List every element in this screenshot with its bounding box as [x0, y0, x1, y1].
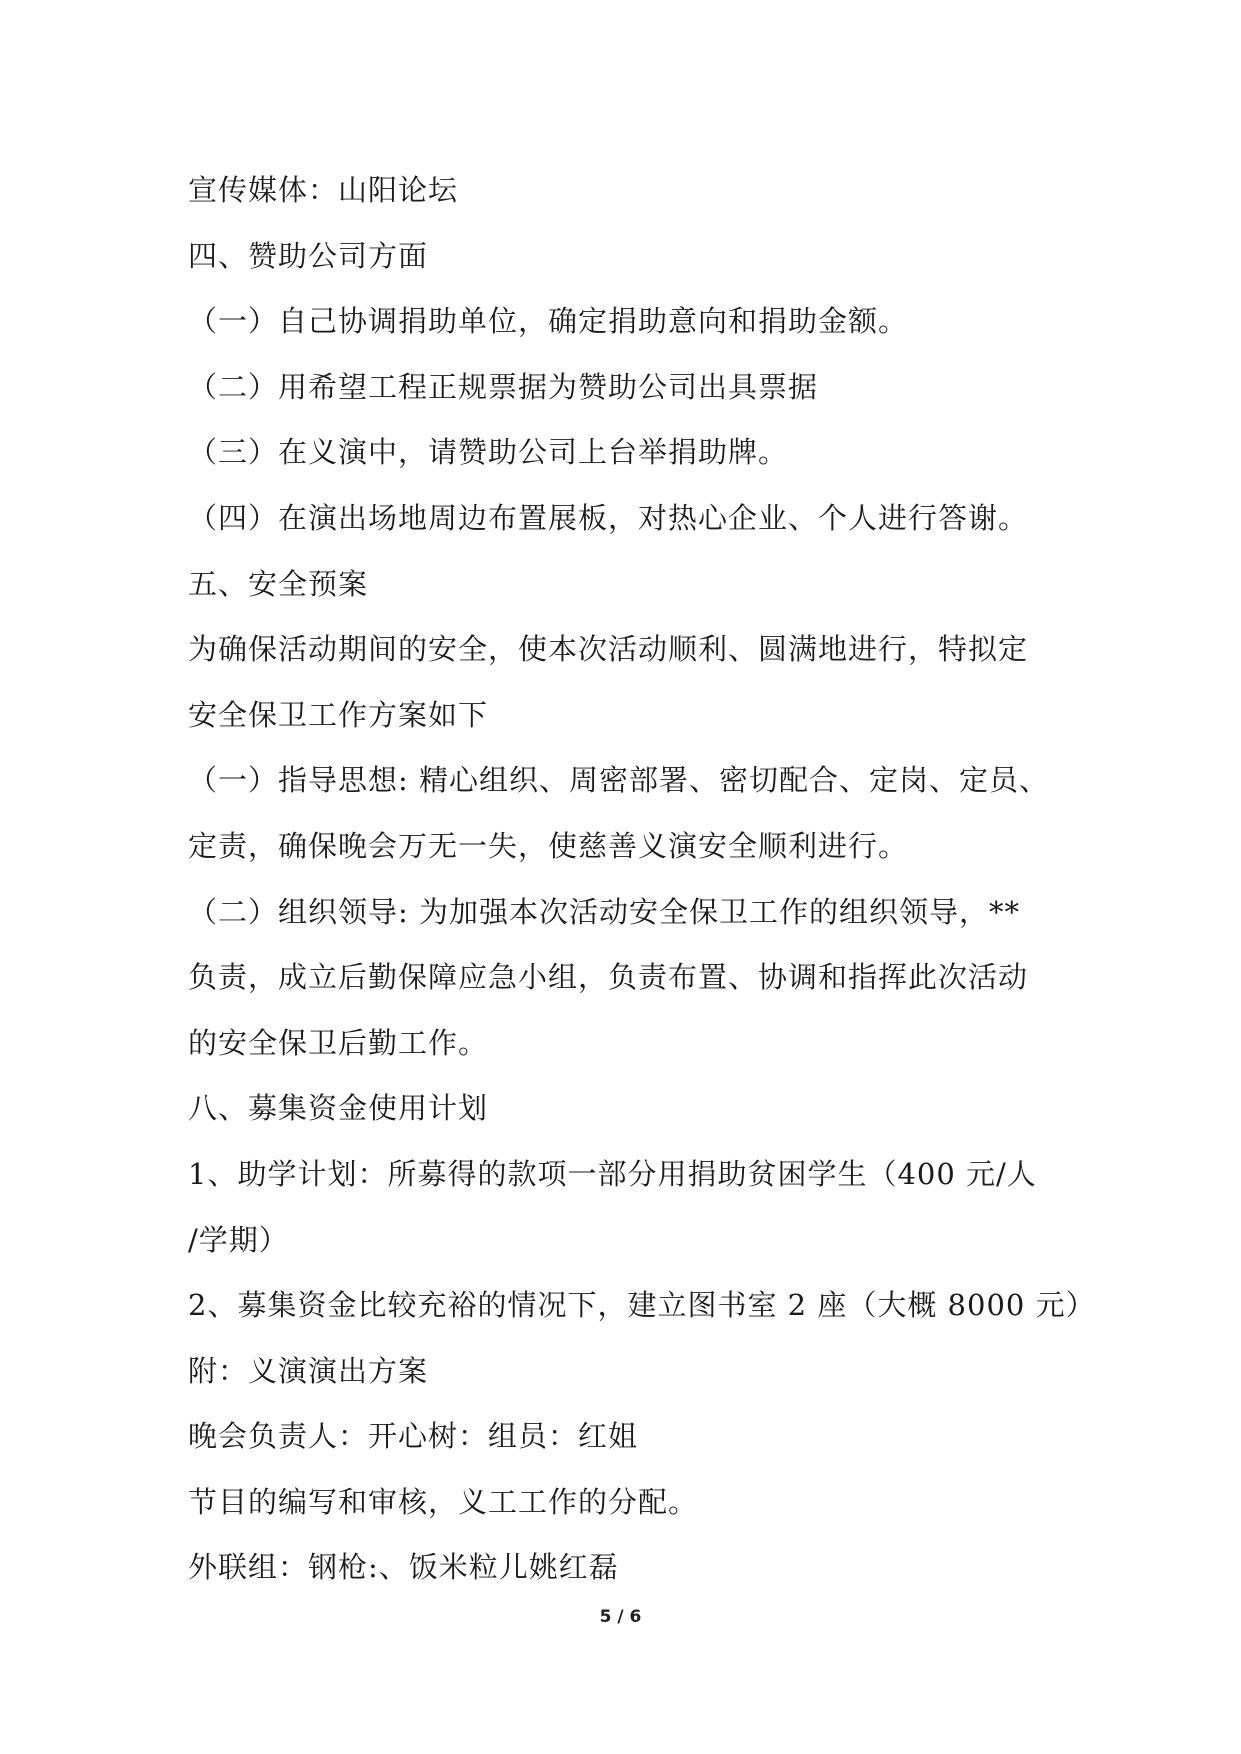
text-line: （四）在演出场地周边布置展板，对热心企业、个人进行答谢。	[188, 500, 1029, 535]
text-line: /学期）	[188, 1222, 289, 1257]
text-line: 定责，确保晚会万无一失，使慈善义演安全顺利进行。	[188, 828, 909, 863]
text-line: 附：义演演出方案	[188, 1353, 429, 1388]
text-line: 的安全保卫后勤工作。	[188, 1025, 489, 1060]
text-line: （一）自己协调捐助单位，确定捐助意向和捐助金额。	[188, 304, 909, 339]
text-line: 2、募集资金比较充裕的情况下，建立图书室 2 座（大概 8000 元）	[188, 1288, 1096, 1323]
page-number: 5 / 6	[599, 1607, 642, 1627]
text-line: 1、助学计划：所募得的款项一部分用捐助贫困学生（400 元/人	[188, 1156, 1037, 1191]
text-line: （三）在义演中，请赞助公司上台举捐助牌。	[188, 435, 789, 470]
text-line: 晚会负责人：开心树：组员：红姐	[188, 1419, 639, 1454]
text-line: 负责，成立后勤保障应急小组，负责布置、协调和指挥此次活动	[188, 960, 1029, 995]
text-line: （二）组织领导: 为加强本次活动安全保卫工作的组织领导，**	[188, 894, 1020, 929]
text-line: 节目的编写和审核，义工工作的分配。	[188, 1484, 699, 1519]
text-line: 安全保卫工作方案如下	[188, 697, 489, 732]
text-line: 外联组：钢枪:、饭米粒儿姚红磊	[188, 1550, 619, 1585]
text-line: （一）指导思想: 精心组织、周密部署、密切配合、定岗、定员、	[188, 763, 1049, 798]
section-heading: 五、安全预案	[188, 566, 369, 601]
text-line: 宣传媒体：山阳论坛	[188, 173, 459, 207]
section-heading: 八、募集资金使用计划	[188, 1091, 489, 1126]
document-body	[188, 158, 1096, 1601]
text-line: 为确保活动期间的安全，使本次活动顺利、圆满地进行，特拟定	[188, 632, 1029, 667]
text-line: （二）用希望工程正规票据为赞助公司出具票据	[188, 369, 819, 404]
section-heading: 四、赞助公司方面	[188, 238, 429, 273]
